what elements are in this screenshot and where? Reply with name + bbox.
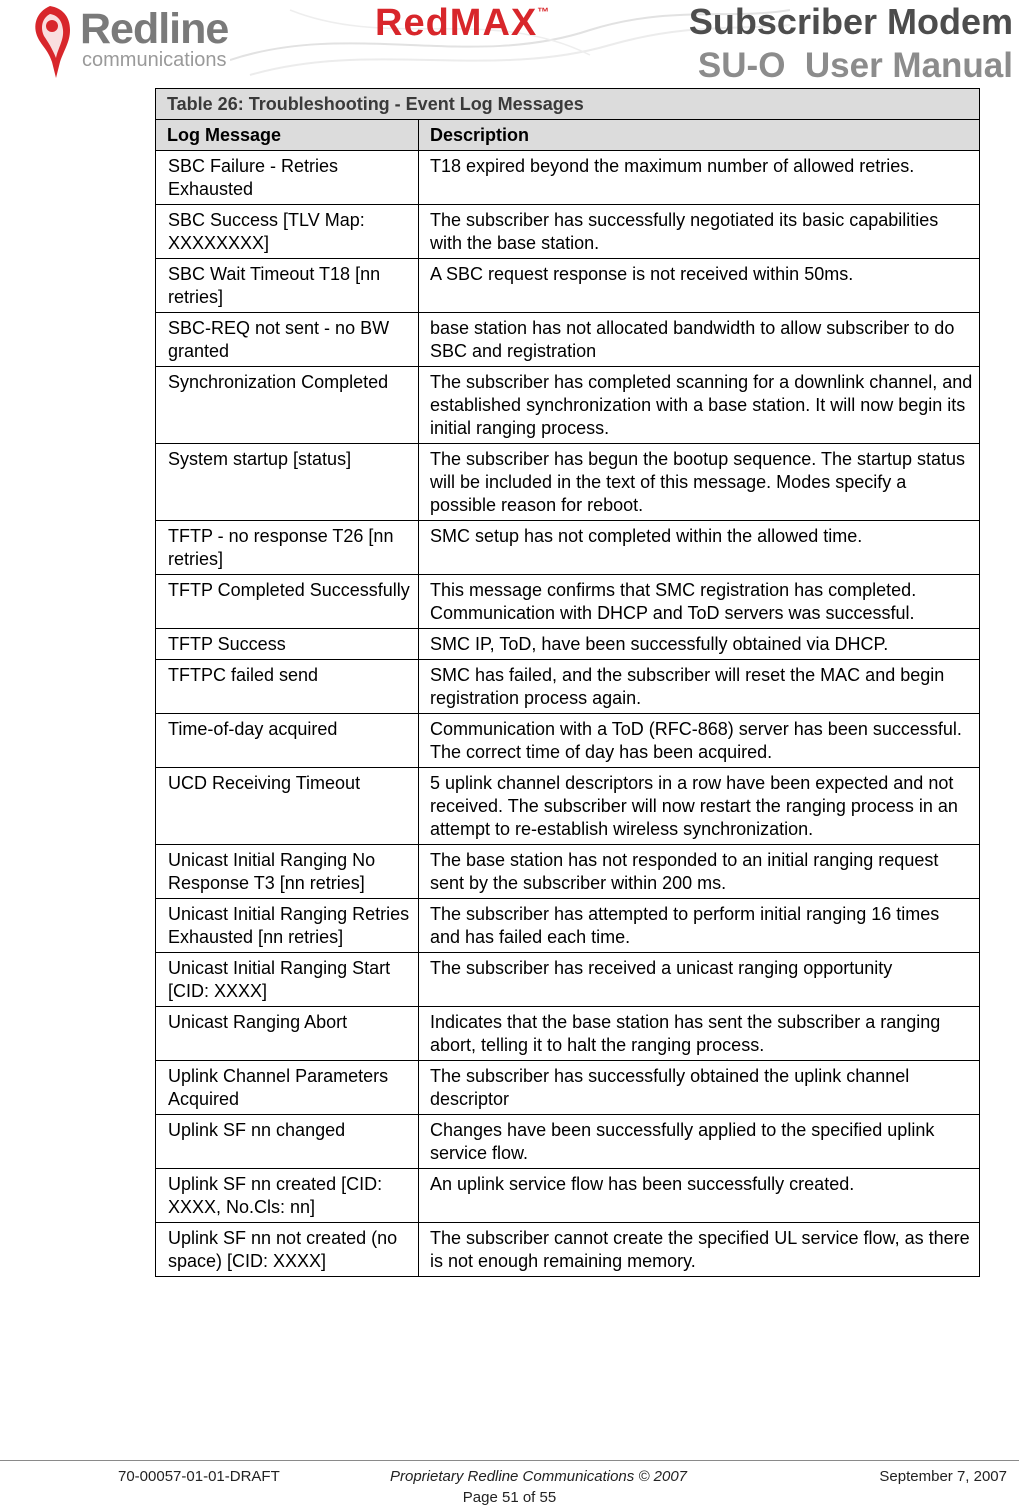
footer-date: September 7, 2007 [879, 1468, 1007, 1485]
description-cell: SMC has failed, and the subscriber will reset the MAC and begin registration process again. [419, 660, 980, 714]
table-row [156, 1223, 980, 1277]
log-message-cell: SBC Failure - Retries Exhausted [156, 151, 419, 205]
table-row [156, 521, 980, 575]
log-message-cell: Unicast Initial Ranging Retries Exhausted [nn retries] [156, 899, 419, 953]
description-cell: The subscriber cannot create the specified UL service flow, as there is not enough remaining memory. [419, 1223, 980, 1277]
table-row [156, 259, 980, 313]
description-cell: SMC IP, ToD, have been successfully obtained via DHCP. [419, 629, 980, 660]
footer-page-number: Page 51 of 55 [462, 1489, 557, 1506]
table-header-row [156, 120, 980, 151]
table-row [156, 660, 980, 714]
description-cell: T18 expired beyond the maximum number of allowed retries. [419, 151, 980, 205]
description-cell: The subscriber has attempted to perform initial ranging 16 times and has failed each time. [419, 899, 980, 953]
table-row [156, 367, 980, 444]
log-message-cell: Uplink SF nn created [CID: XXXX, No.Cls: nn] [156, 1169, 419, 1223]
log-message-cell: Unicast Initial Ranging Start [CID: XXXX] [156, 953, 419, 1007]
log-message-cell: SBC Success [TLV Map: XXXXXXXX] [156, 205, 419, 259]
table-row [156, 1169, 980, 1223]
description-cell: The subscriber has completed scanning for a downlink channel, and established synchronization with a base station. It will now begin its initial ranging process. [419, 367, 980, 444]
log-message-cell: Uplink SF nn not created (no space) [CID: XXXX] [156, 1223, 419, 1277]
column-header-description: Description [419, 120, 980, 151]
description-cell: An uplink service flow has been successfully created. [419, 1169, 980, 1223]
description-cell: Indicates that the base station has sent the subscriber a ranging abort, telling it to halt the ranging process. [419, 1007, 980, 1061]
log-message-cell: Synchronization Completed [156, 367, 419, 444]
table-row [156, 714, 980, 768]
table-row [156, 1061, 980, 1115]
description-cell: SMC setup has not completed within the allowed time. [419, 521, 980, 575]
brand-red: Red [375, 2, 450, 44]
event-log-table [155, 88, 980, 1277]
manual-title-line1: Subscriber Modem [688, 1, 1013, 42]
description-cell: 5 uplink channel descriptors in a row have been expected and not received. The subscriber will now restart the ranging process in an attempt to re-establish wireless synchronization. [419, 768, 980, 845]
table-row [156, 1007, 980, 1061]
log-message-cell: Uplink Channel Parameters Acquired [156, 1061, 419, 1115]
log-message-cell: SBC Wait Timeout T18 [nn retries] [156, 259, 419, 313]
table-row [156, 444, 980, 521]
table-row [156, 899, 980, 953]
description-cell: This message confirms that SMC registration has completed. Communication with DHCP and ToD servers was successful. [419, 575, 980, 629]
table-row [156, 151, 980, 205]
table-caption-row [156, 89, 980, 120]
brand-tm: ™ [537, 5, 551, 19]
table-row [156, 953, 980, 1007]
log-message-cell: Unicast Initial Ranging No Response T3 [nn retries] [156, 845, 419, 899]
redline-logo-mark-icon [30, 2, 76, 80]
footer-divider [0, 1460, 1019, 1461]
description-cell: base station has not allocated bandwidth to allow subscriber to do SBC and registration [419, 313, 980, 367]
table-row [156, 1115, 980, 1169]
description-cell: A SBC request response is not received within 50ms. [419, 259, 980, 313]
log-message-cell: SBC-REQ not sent - no BW granted [156, 313, 419, 367]
log-message-cell: TFTP - no response T26 [nn retries] [156, 521, 419, 575]
description-cell: The subscriber has begun the bootup sequence. The startup status will be included in the text of this message. Modes specify a possible reason for reboot. [419, 444, 980, 521]
redmax-brand [375, 4, 550, 42]
logo-wordmark: Redline [80, 5, 229, 53]
description-cell: The subscriber has successfully negotiated its basic capabilities with the base station. [419, 205, 980, 259]
manual-title-line2: SU-O User Manual [697, 46, 1013, 85]
redline-logo [30, 2, 245, 80]
log-message-cell: UCD Receiving Timeout [156, 768, 419, 845]
description-cell: The subscriber has received a unicast ranging opportunity [419, 953, 980, 1007]
description-cell: Changes have been successfully applied to the specified uplink service flow. [419, 1115, 980, 1169]
column-header-log-message: Log Message [156, 120, 419, 151]
log-message-cell: TFTP Completed Successfully [156, 575, 419, 629]
log-message-cell: TFTPC failed send [156, 660, 419, 714]
table-row [156, 205, 980, 259]
description-cell: The base station has not responded to an initial ranging request sent by the subscriber within 200 ms. [419, 845, 980, 899]
log-message-cell: Time-of-day acquired [156, 714, 419, 768]
log-message-cell: Unicast Ranging Abort [156, 1007, 419, 1061]
log-message-cell: Uplink SF nn changed [156, 1115, 419, 1169]
table-row [156, 313, 980, 367]
logo-subtext: communications [82, 49, 227, 71]
log-message-cell: System startup [status] [156, 444, 419, 521]
log-message-cell: TFTP Success [156, 629, 419, 660]
footer-copyright: Proprietary Redline Communications © 2007 [390, 1468, 688, 1485]
footer-doc-number: 70-00057-01-01-DRAFT [118, 1468, 280, 1485]
description-cell: The subscriber has successfully obtained the uplink channel descriptor [419, 1061, 980, 1115]
brand-max: MAX [449, 2, 538, 44]
table-row [156, 629, 980, 660]
table-row [156, 575, 980, 629]
description-cell: Communication with a ToD (RFC-868) server has been successful. The correct time of day has been acquired. [419, 714, 980, 768]
table-row [156, 845, 980, 899]
page-header [0, 0, 1019, 86]
table-caption: Table 26: Troubleshooting - Event Log Messages [156, 89, 980, 120]
table-row [156, 768, 980, 845]
